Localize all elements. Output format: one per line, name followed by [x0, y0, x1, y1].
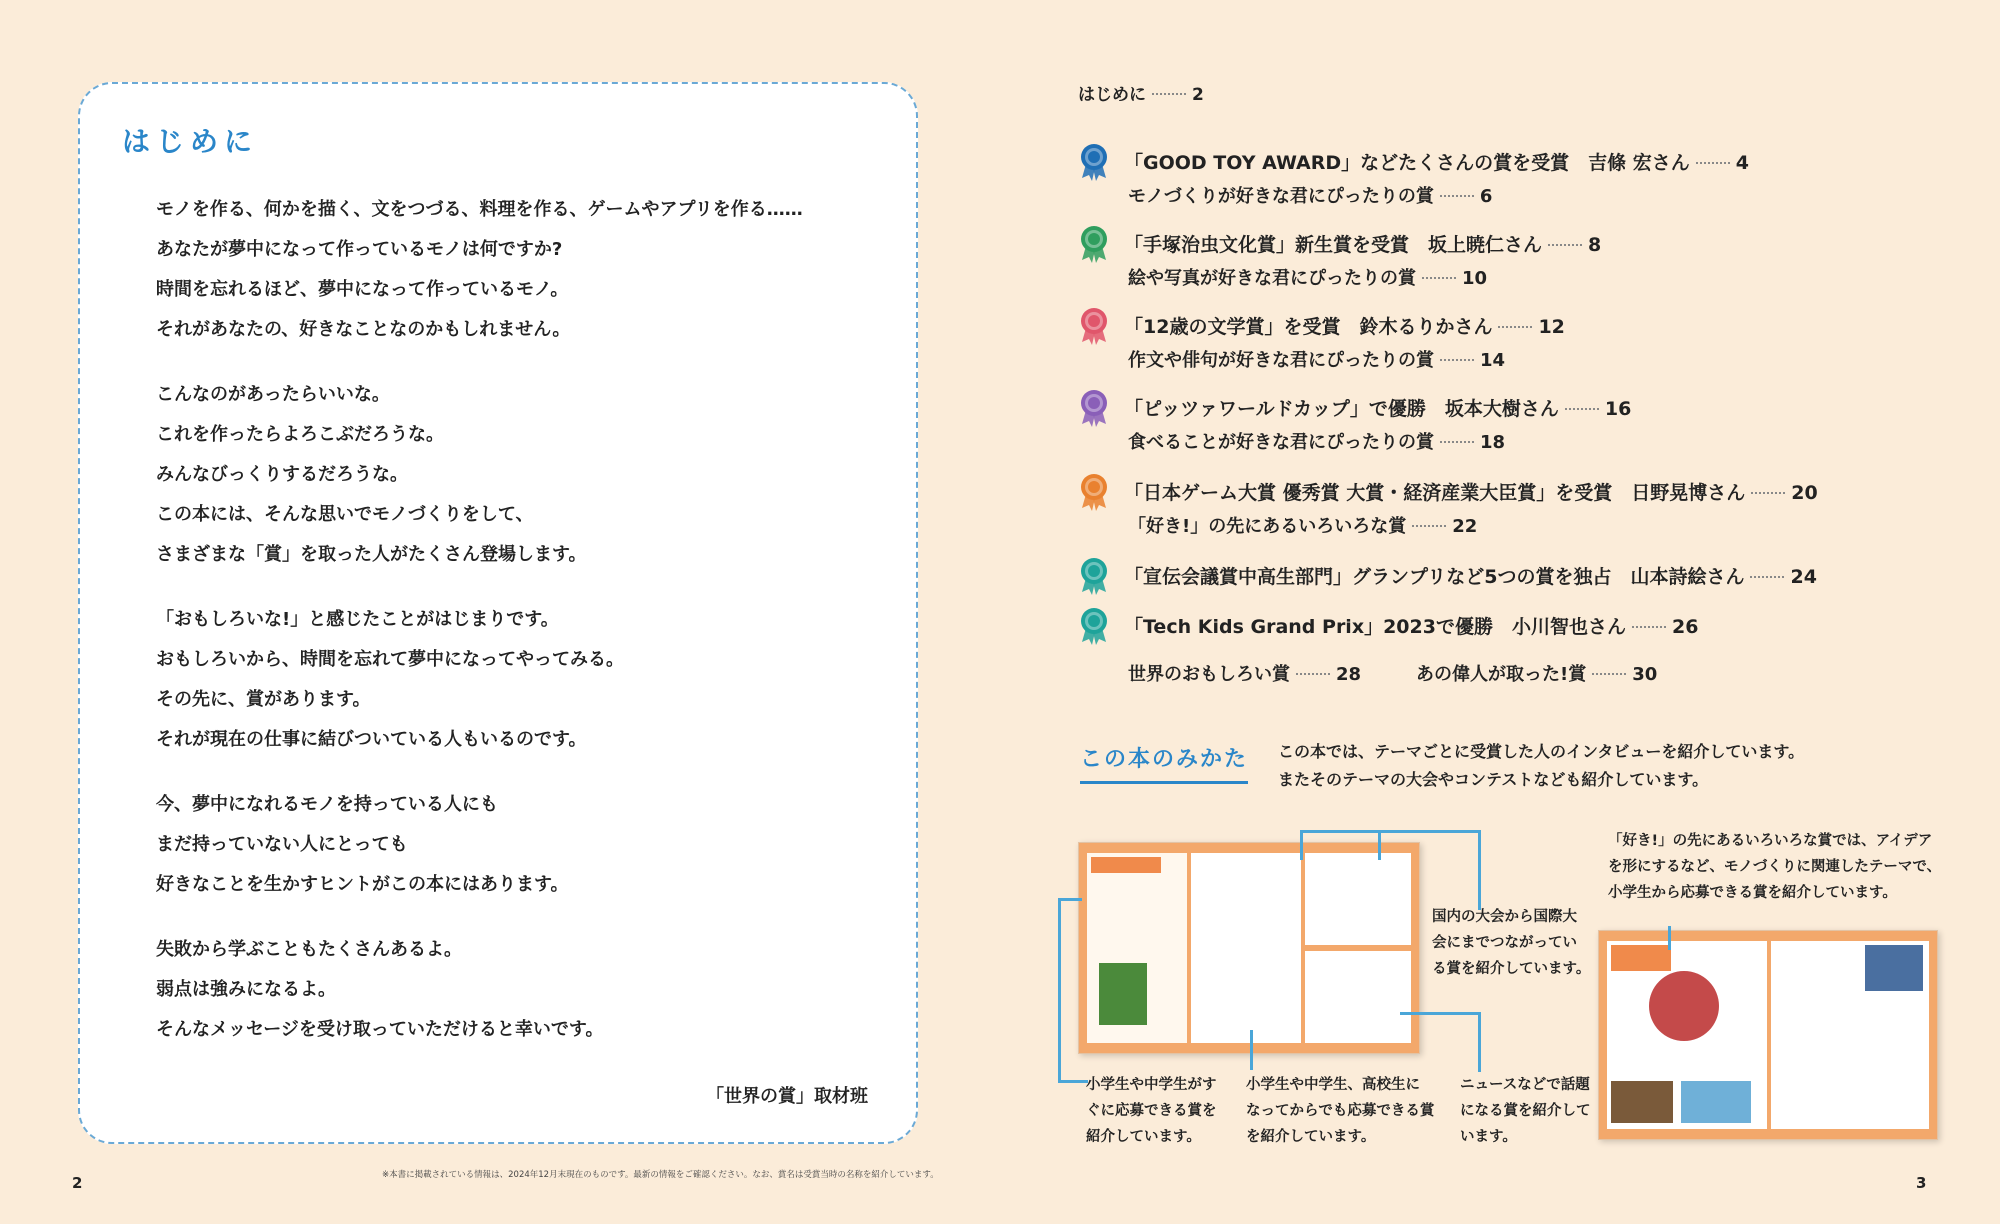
toc-extra-page: 30	[1632, 664, 1658, 685]
spread-card	[1305, 951, 1411, 1043]
leader-dots	[1750, 576, 1784, 578]
spread-photo	[1649, 971, 1719, 1041]
sample-spread-fun	[1598, 930, 1938, 1140]
toc-sub-page: 18	[1480, 432, 1506, 453]
toc-entry-page: 24	[1790, 566, 1817, 588]
leader-dots	[1565, 408, 1599, 410]
callout-line	[1058, 898, 1061, 1082]
toc-intro[interactable]	[1078, 80, 1204, 105]
toc-entry-title: 「GOOD TOY AWARD」などたくさんの賞を受賞 吉條 宏さん	[1124, 152, 1690, 174]
callout-line	[1400, 1012, 1480, 1015]
intro-title: はじめに	[122, 125, 259, 158]
medal-icon	[1078, 472, 1110, 512]
note-line: 紹介しています。	[1086, 1129, 1201, 1145]
toc-entry-page: 12	[1538, 316, 1565, 338]
toc-entry-page: 20	[1791, 482, 1818, 504]
toc-sub-title: 食べることが好きな君にぴったりの賞	[1128, 432, 1434, 453]
intro-line: これを作ったらよろこぶだろうな。	[156, 424, 444, 445]
note-fun-awards	[1608, 828, 1941, 906]
toc-entry-title: 「Tech Kids Grand Prix」2023で優勝 小川智也さん	[1124, 616, 1626, 638]
toc-entry[interactable]	[1124, 312, 1565, 339]
note-line: になる賞を紹介して	[1460, 1103, 1591, 1119]
howto-title: この本のみかた	[1080, 742, 1248, 784]
note-line: 小学生や中学生、高校生に	[1246, 1077, 1420, 1093]
leader-dots	[1548, 244, 1582, 246]
toc-sub-page: 10	[1462, 268, 1488, 289]
medal-icon	[1078, 556, 1110, 596]
toc-entry[interactable]	[1124, 148, 1749, 175]
toc-entry-page: 16	[1604, 398, 1632, 420]
leader-dots	[1592, 673, 1626, 675]
howto-desc-line: この本では、テーマごとに受賞した人のインタビューを紹介しています。	[1278, 742, 1805, 761]
toc-entry[interactable]	[1124, 230, 1601, 257]
note-line: います。	[1460, 1129, 1517, 1145]
howto-desc-line: またそのテーマの大会やコンテストなども紹介しています。	[1278, 770, 1709, 789]
toc-sub-title: 「好き!」の先にあるいろいろな賞	[1128, 516, 1407, 537]
toc-entry[interactable]	[1124, 562, 1817, 589]
toc-entry-page: 4	[1735, 152, 1750, 174]
medal-icon	[1078, 224, 1110, 264]
intro-line: みんなびっくりするだろうな。	[156, 464, 408, 485]
callout-line	[1250, 1030, 1253, 1070]
toc-entry[interactable]	[1124, 612, 1698, 639]
callout-line	[1478, 1012, 1481, 1072]
intro-line: おもしろいから、時間を忘れて夢中になってやってみる。	[156, 649, 624, 670]
intro-line: 弱点は強みになるよ。	[156, 979, 336, 1000]
callout-line	[1300, 830, 1480, 833]
toc-entry-title: 「宣伝会議賞中高生部門」グランプリなど5つの賞を独占 山本詩絵さん	[1124, 566, 1745, 588]
toc-sub-title: 作文や俳句が好きな君にぴったりの賞	[1128, 350, 1434, 371]
toc-entry-title: 「ピッツァワールドカップ」で優勝 坂本大樹さん	[1124, 398, 1559, 420]
note-line: なってからでも応募できる賞	[1246, 1103, 1435, 1119]
intro-line: あなたが夢中になって作っているモノは何ですか?	[156, 239, 563, 260]
medal-icon	[1078, 388, 1110, 428]
page-number-right: 3	[1916, 1174, 1927, 1192]
intro-line: それがあなたの、好きなことなのかもしれません。	[156, 319, 571, 340]
callout-line	[1058, 898, 1082, 901]
toc-sub-title: モノづくりが好きな君にぴったりの賞	[1128, 186, 1434, 207]
callout-line	[1668, 926, 1671, 950]
leader-dots	[1152, 93, 1186, 95]
toc-intro-page: 2	[1192, 85, 1204, 105]
medal-icon	[1078, 306, 1110, 346]
intro-paragraph	[156, 930, 896, 1050]
leader-dots	[1498, 326, 1532, 328]
note-line: 「好き!」の先にあるいろいろな賞では、アイデア	[1608, 833, 1933, 849]
intro-paragraph	[156, 190, 896, 350]
note-line: 小学生や中学生がす	[1086, 1077, 1217, 1093]
toc-sub-entry[interactable]	[1128, 264, 1487, 290]
intro-line: まだ持っていない人にとっても	[156, 834, 408, 855]
toc-extra-page: 28	[1336, 664, 1362, 685]
howto-description	[1278, 738, 1804, 794]
intro-line: その先に、賞があります。	[156, 689, 371, 710]
callout-line	[1058, 1080, 1088, 1083]
intro-line: それが現在の仕事に結びついている人もいるのです。	[156, 729, 587, 750]
toc-extra-2[interactable]	[1416, 660, 1657, 686]
intro-line: 「おもしろいな!」と感じたことがはじまりです。	[156, 609, 559, 630]
intro-line: こんなのがあったらいいな。	[156, 384, 390, 405]
leader-dots	[1632, 626, 1666, 628]
toc-entry-page: 26	[1671, 616, 1699, 638]
note-line: を紹介しています。	[1246, 1129, 1376, 1145]
toc-sub-entry[interactable]	[1128, 346, 1505, 372]
intro-line: この本には、そんな思いでモノづくりをして、	[156, 504, 534, 525]
toc-sub-entry[interactable]	[1128, 512, 1477, 538]
callout-line	[1300, 830, 1303, 860]
toc-entry[interactable]	[1124, 478, 1818, 505]
intro-paragraph	[156, 785, 896, 905]
leader-dots	[1412, 525, 1446, 527]
toc-sub-title: 絵や写真が好きな君にぴったりの賞	[1128, 268, 1416, 289]
toc-sub-page: 22	[1452, 516, 1478, 537]
toc-extra-label: あの偉人が取った!賞	[1416, 664, 1587, 685]
spread-photo	[1681, 1081, 1751, 1123]
spread-card	[1305, 853, 1411, 945]
intro-line: 失敗から学ぶこともたくさんあるよ。	[156, 939, 462, 960]
leader-dots	[1440, 195, 1474, 197]
toc-entry[interactable]	[1124, 394, 1631, 421]
toc-entry-title: 「12歳の文学賞」を受賞 鈴木るりかさん	[1124, 316, 1493, 338]
toc-sub-entry[interactable]	[1128, 182, 1492, 208]
callout-line	[1378, 830, 1381, 860]
leader-dots	[1696, 162, 1730, 164]
toc-sub-page: 6	[1479, 186, 1493, 207]
spread-column	[1191, 853, 1301, 1043]
note-line: ニュースなどで話題	[1460, 1077, 1590, 1093]
spread-photo	[1099, 963, 1147, 1025]
toc-sub-entry[interactable]	[1128, 428, 1505, 454]
leader-dots	[1751, 492, 1785, 494]
toc-entry-title: 「手塚治虫文化賞」新生賞を受賞 坂上暁仁さん	[1124, 234, 1543, 256]
note-line: を形にするなど、モノづくりに関連したテーマで、	[1608, 859, 1942, 875]
note-domestic	[1432, 904, 1590, 982]
spread-header	[1091, 857, 1161, 873]
intro-line: 時間を忘れるほど、夢中になって作っているモノ。	[156, 279, 569, 300]
intro-line: 今、夢中になれるモノを持っている人にも	[156, 794, 498, 815]
toc-extra-label: 世界のおもしろい賞	[1128, 664, 1290, 685]
note-line: ぐに応募できる賞を	[1086, 1103, 1217, 1119]
leader-dots	[1440, 359, 1474, 361]
sample-spread-awards	[1078, 842, 1420, 1054]
intro-body	[156, 190, 896, 1075]
intro-paragraph	[156, 375, 896, 575]
toc-entry-title: 「日本ゲーム大賞 優秀賞 大賞・経済産業大臣賞」を受賞 日野晃博さん	[1124, 482, 1746, 504]
toc-extra-1[interactable]	[1128, 660, 1361, 686]
intro-paragraph	[156, 600, 896, 760]
note-line: る賞を紹介しています。	[1432, 961, 1591, 977]
toc-intro-label: はじめに	[1078, 85, 1146, 105]
intro-line: 好きなことを生かすヒントがこの本にはあります。	[156, 874, 569, 895]
note-elementary	[1086, 1072, 1217, 1150]
intro-line: モノを作る、何かを描く、文をつづる、料理を作る、ゲームやアプリを作る……	[156, 199, 803, 220]
note-line: 会にまでつながってい	[1432, 935, 1577, 951]
toc-sub-page: 14	[1480, 350, 1506, 371]
footnote: ※本書に掲載されている情報は、2024年12月末現在のものです。最新の情報をご確認ください。なお、賞名は受賞当時の名称を紹介しています。	[382, 1170, 939, 1180]
spread-photo	[1865, 945, 1923, 991]
spread-header	[1611, 945, 1671, 971]
leader-dots	[1422, 277, 1456, 279]
callout-line	[1478, 830, 1481, 910]
leader-dots	[1440, 441, 1474, 443]
note-highschool	[1246, 1072, 1434, 1150]
medal-icon	[1078, 606, 1110, 646]
intro-line: さまざまな「賞」を取った人がたくさん登場します。	[156, 544, 587, 565]
medal-icon	[1078, 142, 1110, 182]
toc-entry-page: 8	[1588, 234, 1602, 256]
note-news	[1460, 1072, 1591, 1150]
spread-photo	[1611, 1081, 1673, 1123]
page-number-left: 2	[72, 1174, 83, 1192]
leader-dots	[1296, 673, 1330, 675]
note-line: 小学生から応募できる賞を紹介しています。	[1608, 885, 1897, 901]
note-line: 国内の大会から国際大	[1432, 909, 1577, 925]
intro-line: そんなメッセージを受け取っていただけると幸いです。	[156, 1019, 604, 1040]
intro-signature: 「世界の賞」取材班	[706, 1086, 868, 1107]
